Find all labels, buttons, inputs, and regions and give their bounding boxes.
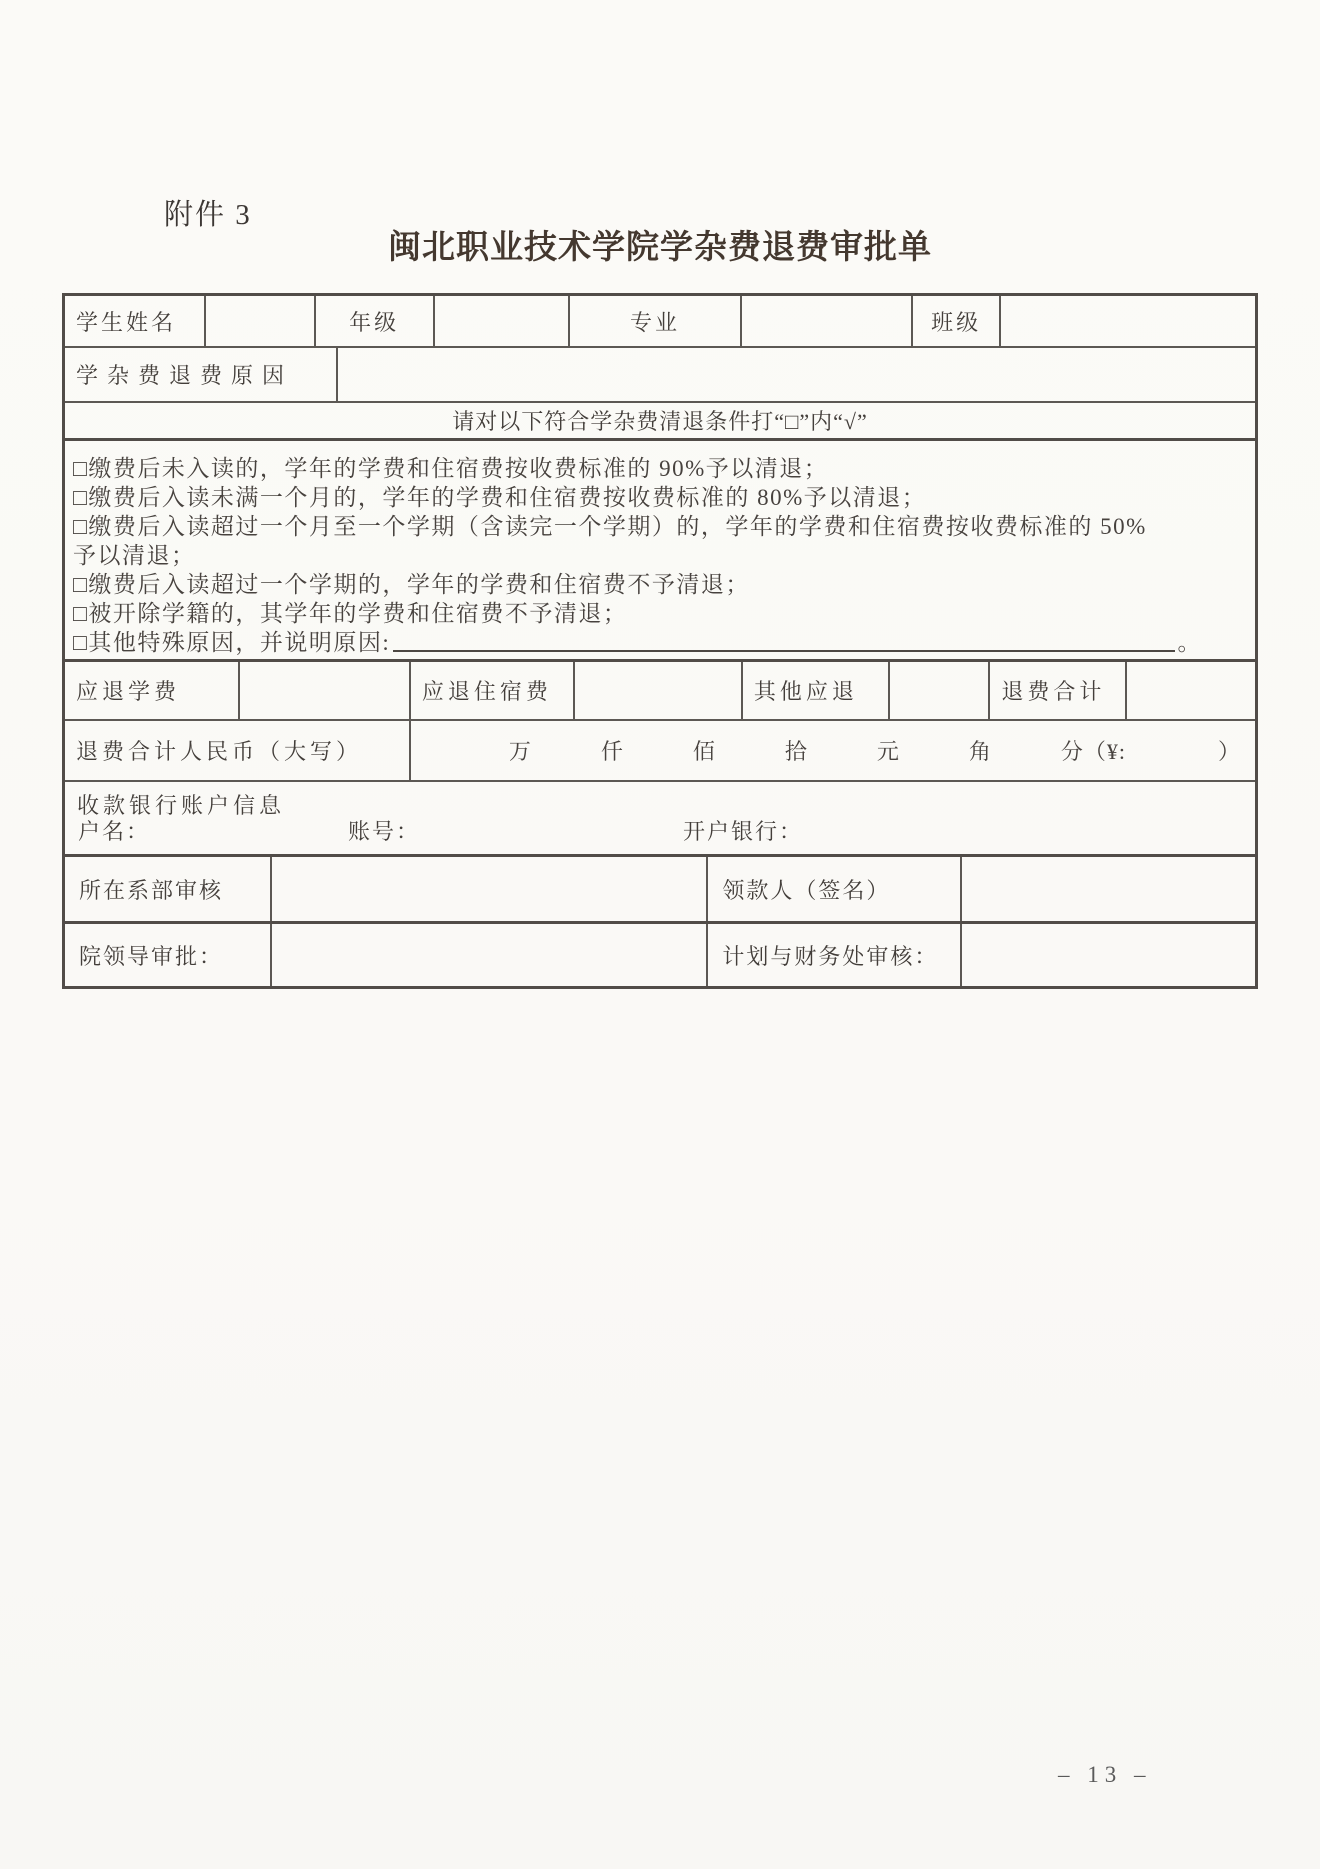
condition-option-2: □缴费后入读未满一个月的，学年的学费和住宿费按收费标准的 80%予以清退；	[73, 485, 927, 510]
condition-option-3: □缴费后入读超过一个月至一个学期（含读完一个学期）的，学年的学费和住宿费按收费标准的 50%	[73, 514, 1147, 539]
major-value-cell	[740, 296, 911, 346]
department-review-row	[65, 854, 1255, 921]
dorm-refund-label: 应退住宿费	[409, 662, 573, 719]
payee-signature-label: 领款人（签名）	[706, 857, 959, 921]
student-name-value-cell	[204, 296, 313, 346]
condition-option-5: □被开除学籍的，其学年的学费和住宿费不予清退；	[73, 601, 628, 626]
condition-option-1: □缴费后未入读的，学年的学费和住宿费按收费标准的 90%予以清退；	[73, 456, 829, 481]
dorm-refund-value-cell	[573, 662, 741, 719]
account-number-label: 账号：	[348, 819, 421, 844]
payee-signature-value-cell	[960, 857, 1255, 921]
class-value-cell	[999, 296, 1255, 346]
other-refund-value-cell	[888, 662, 988, 719]
attachment-label: 附件 3	[164, 199, 252, 231]
total-refund-value-cell	[1125, 662, 1255, 719]
refund-approval-form-table	[62, 293, 1258, 989]
student-name-label: 学生姓名	[76, 309, 177, 335]
dean-approval-value-cell	[270, 924, 707, 986]
dean-approval-row	[65, 921, 1255, 986]
page-title: 闽北职业技术学院学杂费退费审批单	[388, 230, 932, 266]
other-refund-label: 其他应退	[741, 662, 889, 719]
grade-value-cell	[433, 296, 569, 346]
bank-info-title: 收款银行账户信息	[77, 793, 286, 818]
refund-amounts-row	[65, 659, 1255, 719]
other-reason-period: 。	[1177, 630, 1202, 655]
total-refund-label: 退费合计	[988, 662, 1125, 719]
grade-label: 年级	[314, 296, 433, 346]
bank-name-label: 开户银行：	[683, 819, 804, 844]
page-number: – 13 –	[1058, 1762, 1152, 1787]
refund-reason-row	[65, 346, 1255, 401]
condition-option-3-continued: 予以清退；	[73, 543, 196, 568]
instruction-row	[65, 401, 1255, 438]
instruction-text: 请对以下符合学杂费清退条件打“□”内“√”	[452, 409, 868, 434]
refund-reason-value-cell	[336, 348, 1255, 401]
total-in-words-label: 退费合计人民币（大写）	[76, 739, 363, 764]
class-label: 班级	[911, 296, 999, 346]
finance-review-label: 计划与财务处审核：	[706, 924, 959, 986]
currency-units-text: 万 仟 佰 拾 元 角 分（¥: ）	[409, 721, 1255, 780]
tuition-refund-label: 应退学费	[76, 679, 181, 704]
other-reason-underline	[393, 630, 1174, 652]
refund-reason-label: 学杂费退费原因	[76, 363, 294, 388]
student-info-row	[65, 296, 1255, 346]
condition-option-4: □缴费后入读超过一个学期的，学年的学费和住宿费不予清退；	[73, 572, 750, 597]
total-in-words-row	[65, 719, 1255, 780]
other-reason-label: □其他特殊原因，并说明原因:	[73, 630, 391, 655]
major-label: 专业	[568, 296, 739, 346]
department-review-value-cell	[270, 857, 707, 921]
tuition-refund-value-cell	[238, 662, 409, 719]
department-review-label: 所在系部审核	[79, 877, 224, 903]
finance-review-value-cell	[960, 924, 1255, 986]
account-name-label: 户名：	[78, 819, 151, 844]
condition-option-other	[73, 628, 1247, 657]
bank-info-row	[65, 780, 1255, 854]
dean-approval-label: 院领导审批：	[79, 943, 224, 969]
refund-conditions-cell	[65, 438, 1255, 659]
